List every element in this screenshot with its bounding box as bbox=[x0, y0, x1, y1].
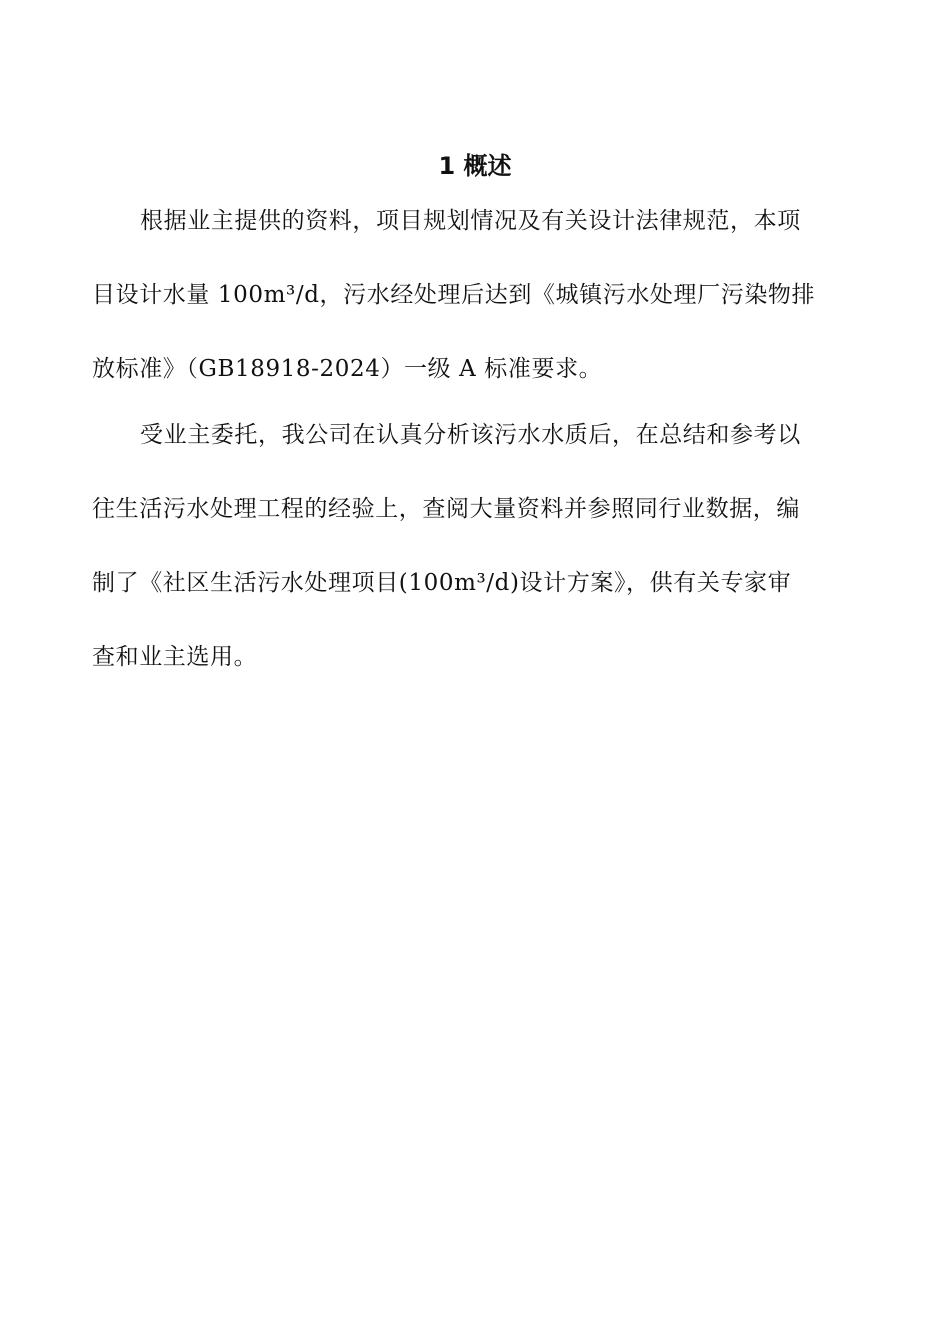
paragraph-line: 查和业主选用。 bbox=[92, 644, 258, 670]
paragraph-line: 目设计水量 100m³/d，污水经处理后达到《城镇污水处理厂污染物排 bbox=[92, 282, 816, 308]
paragraph-line: 根据业主提供的资料，项目规划情况及有关设计法律规范，本项 bbox=[140, 208, 801, 234]
paragraph-commission bbox=[92, 398, 860, 694]
paragraph-project-overview bbox=[92, 184, 860, 406]
paragraph-line: 受业主委托，我公司在认真分析该污水水质后，在总结和参考以 bbox=[140, 422, 801, 448]
paragraph-line: 制了《社区生活污水处理项目(100m³/d)设计方案》，供有关专家审 bbox=[92, 570, 792, 596]
paragraph-line: 往生活污水处理工程的经验上，查阅大量资料并参照同行业数据，编 bbox=[92, 496, 800, 522]
paragraph-line: 放标准》（GB18918-2024）一级 A 标准要求。 bbox=[92, 356, 603, 382]
section-title: 1 概述 bbox=[438, 152, 512, 180]
